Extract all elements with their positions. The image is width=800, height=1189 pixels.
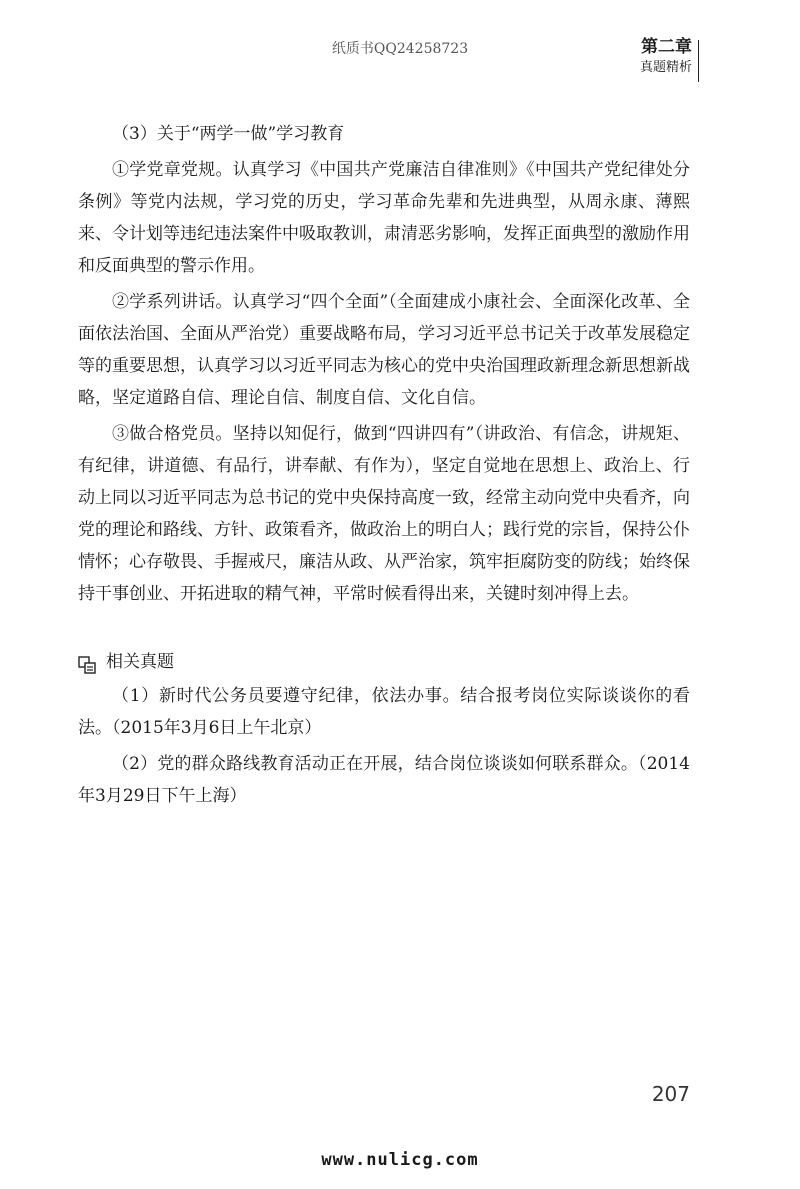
related-questions-heading <box>78 646 690 678</box>
related-questions-label: 相关真题 <box>106 652 174 672</box>
section-heading: （3）关于“两学一做”学习教育 <box>112 124 345 144</box>
paragraph-2: ②学系列讲话。认真学习“四个全面”（全面建成小康社会、全面深化改革、全面依法治国、全面从严治党）重要战略布局，学习习近平总书记关于改革发展稳定等的重要思想，认真学习以习近平同志为核心的党中央治国理政新理念新思想新战略，坚定道路自信、理论自信、制度自信、文化自信。 <box>78 292 690 408</box>
header-watermark: 纸质书QQ24258723 <box>331 41 469 57</box>
question-1: （1）新时代公务员要遵守纪律，依法办事。结合报考岗位实际谈谈你的看法。（2015年3月6日上午北京） <box>78 686 690 738</box>
chapter-header <box>640 36 692 78</box>
page-number: 207 <box>651 1082 690 1106</box>
document-icon <box>78 653 96 671</box>
footer-url: www.nulicg.com <box>321 1150 479 1170</box>
page-content <box>78 118 690 816</box>
chapter-subtitle: 真题精析 <box>639 60 692 75</box>
paragraph-1: ①学党章党规。认真学习《中国共产党廉洁自律准则》《中国共产党纪律处分条例》等党内法规，学习党的历史，学习革命先辈和先进典型，从周永康、薄熙来、令计划等违纪违法案件中吸取教训，肃清恶劣影响，发挥正面典型的激励作用和反面典型的警示作用。 <box>78 160 690 276</box>
header-divider <box>698 40 699 82</box>
paragraph-3: ③做合格党员。坚持以知促行，做到“四讲四有”（讲政治、有信念，讲规矩、有纪律，讲道德、有品行，讲奉献、有作为），坚定自觉地在思想上、政治上、行动上同以习近平同志为总书记的党中央保持高度一致，经常主动向党中央看齐，向党的理论和路线、方针、政策看齐，做政治上的明白人；践行党的宗旨，保持公仆情怀；心存敬畏、手握戒尺，廉洁从政、从严治家，筑牢拒腐防变的防线；始终保持干事创业、开拓进取的精气神，平常时候看得出来，关键时刻冲得上去。 <box>78 424 690 604</box>
question-2: （2）党的群众路线教育活动正在开展，结合岗位谈谈如何联系群众。（2014年3月29日下午上海） <box>78 754 690 806</box>
chapter-title: 第二章 <box>641 37 692 57</box>
